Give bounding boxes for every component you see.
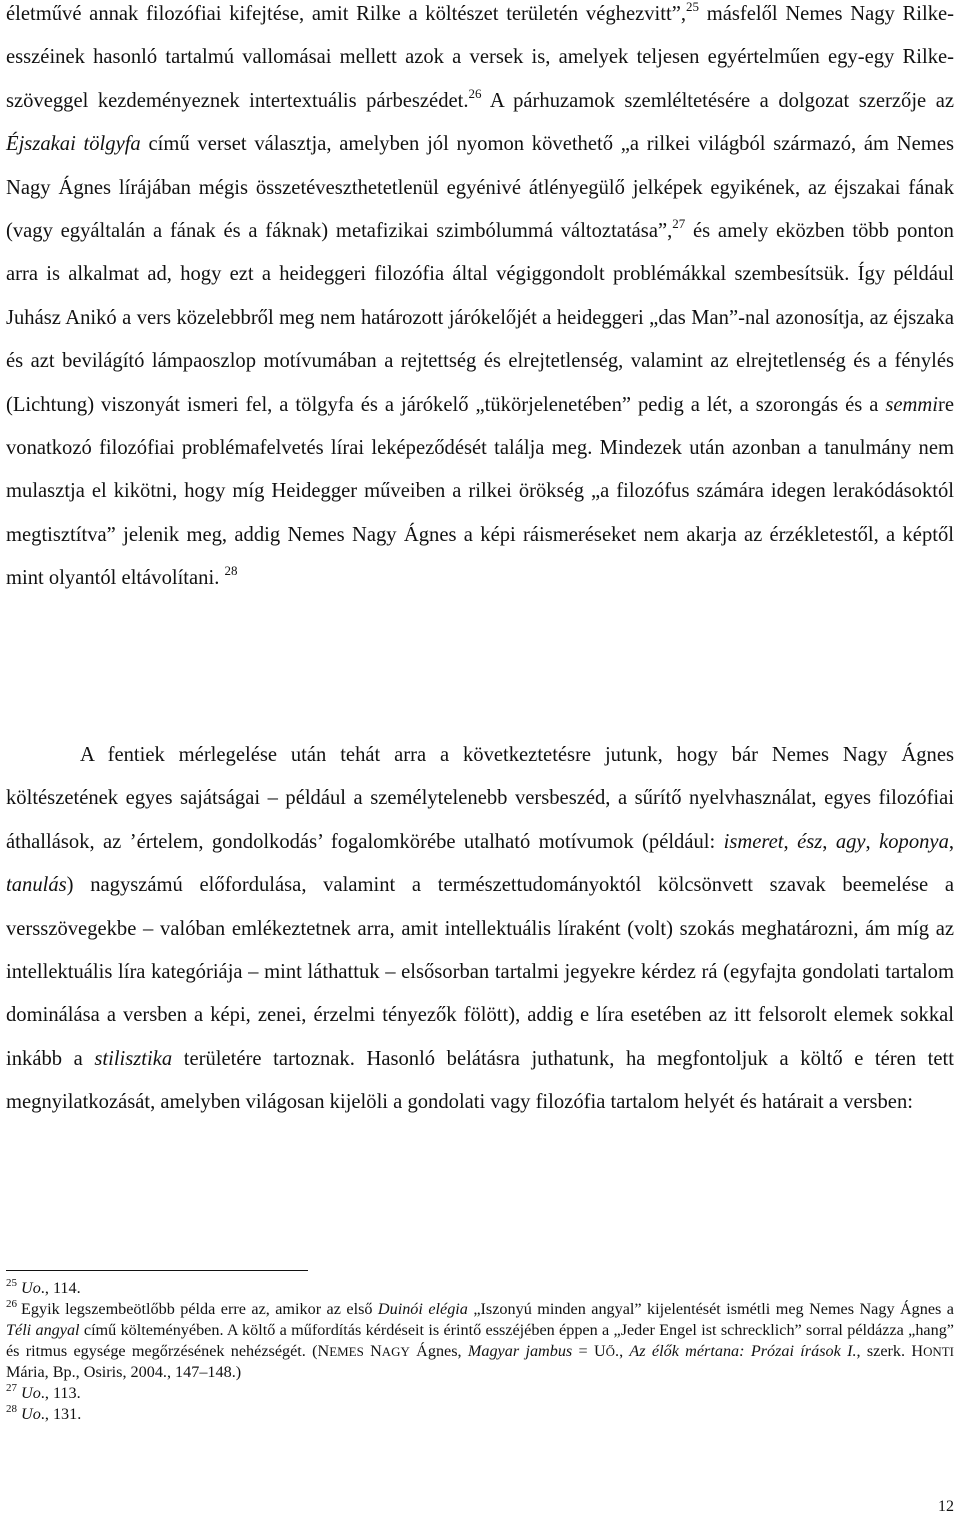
italic-run: tanulás [6,874,67,897]
text-run: „Iszonyú minden angyal” kijelentését ismétli meg Nemes Nagy Ágnes a [467,1300,954,1318]
italic-run: Téli angyal [6,1321,80,1339]
italic-run: Éjszakai tölgyfa [6,133,141,156]
footnote-marker: 26 [468,85,482,101]
footnote-marker: 27 [672,216,686,232]
footnote-26 [6,1299,954,1383]
italic-run: semmi [885,393,938,416]
italic-run: Az élők mértana: Prózai írások I. [629,1342,857,1360]
italic-run: Duinói elégia [377,1300,468,1318]
italic-run: koponya [879,830,949,853]
text-run: területére tartoznak. Hasonló belátásra juthatunk, ha megfontoljuk a költő e téren tett megnyilatkozását, amelyben világosan kijelöli a gondolati vagy filozófia tartalom helyét és határait a versben: [6,1047,954,1114]
text-run: és amely eközben több ponton arra is alkalmat ad, hogy ezt a heideggeri filozófia által végiggondolt problémákkal szembesítsük. Így például Juhász Anikó a vers közelebbről meg nem határozott járókelőjét a heideggeri „das Man”-nal azonosítja, az éjszaka és azt bevilágító lámpaoszlop motívumában a rejtettség és elrejtetlenség, valamint az elrejtetlenség és a fénylés (Lichtung) viszonyát ismeri fel, a tölgyfa és a járókelő „tükörjelenetében” pedig a lét, a szorongás és a [6,220,954,416]
footnote-marker: 27 [6,1382,17,1394]
footnote-marker: 25 [6,1277,17,1289]
text-run: = U [572,1342,606,1360]
text-run: , [822,830,836,853]
small-caps-run: Ő [605,1344,616,1359]
text-run: , [948,830,955,853]
footnote-separator [6,1270,308,1271]
text-run: ., 131. [40,1405,82,1423]
text-run: ., 113. [40,1384,81,1402]
footnote-27 [6,1383,954,1404]
text-run: , szerk. H [856,1342,924,1360]
small-caps-run: EMES [329,1344,364,1359]
italic-run: Uo [21,1405,41,1423]
text-run: re vonatkozó filozófiai problémafelvetés lírai leképeződését találja meg. Mindezek után azonban a tanulmány nem mulasztja el kikötni, hogy míg Heidegger műveiben a rilkei örökség „a filozófus számára idegen lerakódásoktól megtisztítva” jelenik meg, addig Nemes Nagy Ágnes a képi ráismeréseket nem akarja az érzékletestől, a képtől mint olyantól eltávolítani. [6,393,954,590]
footnote-marker: 25 [686,0,699,14]
text-run: , [865,830,880,853]
footnote-marker: 28 [224,563,238,579]
text-run: ) nagyszámú előfordulása, valamint a természettudományoktól kölcsönvett szavak beemelése a versszövegekbe – valóban emlékeztetnek arra, amit intellektuális líraként (volt) szokás meghatározni, ám míg az intellektuális líra kategóriája – mint láthattuk – elsősorban tartalmi jegyekre kérdez rá (egyfajta gondolati tartalom dominálása a versben a képi, zenei, érzelmi tényezők fölött), addig e líra esetében az itt felsorolt elemek sokkal inkább a [6,874,954,1070]
italic-run: ész [797,830,823,853]
text-run: másfelől Nemes Nagy Rilke-esszéinek hasonló tartalmú vallomásai mellett azok a versek is, amelyek teljesen egyértelműen egy-egy Rilke-szöveggel kezdeményeznek intertextuális párbeszédet. [6,3,954,112]
text-run: , [783,830,798,853]
text-run: ., 114. [40,1279,81,1297]
text-run: című költeményében. A költő a műfordítás kérdéseit is érintő esszéjében éppen a „Jeder Engel ist schrecklich” sorral példázza „hang” és ritmus egysége megőrzésének nehézségét. ( [6,1321,954,1360]
text-run: életművé annak filozófiai kifejtése, amit Rilke a költészet területén véghezvitt”, [6,3,686,25]
text-run: A fentiek mérlegelése után tehát arra a következtetésre jutunk, hogy bár Nemes Nagy Ágnes költészetének egyes sajátságai – például a személytelenebb versbeszéd, a sűrítő nyelvhasználat, egyes filozófiai áthallások, az ’értelem, gondolkodás’ fogalomkörébe utalható motívumok (például: [6,744,954,853]
italic-run: Uo [21,1384,41,1402]
footnote-28 [6,1404,954,1425]
body-paragraph-1 [6,0,954,601]
page-number: 12 [938,1498,954,1515]
body-paragraph-2 [6,734,954,1125]
text-run: N [317,1342,330,1360]
text-run: ., [615,1342,630,1360]
text-run: A párhuzamok szemléltetésére a dolgozat szerzője az [481,89,954,112]
small-caps-run: AGY [381,1344,410,1359]
text-run: Egyik legszembeötlőbb példa erre az, amikor az első [21,1300,378,1318]
italic-run: ismeret [723,830,784,853]
text-run: N [363,1342,382,1360]
text-run: Mária, Bp., Osiris, 2004., 147–148.) [6,1363,242,1381]
small-caps-run: ONTI [923,1344,954,1359]
text-run: című verset választja, amelyben jól nyomon követhető „a rilkei világból származó, ám Nemes Nagy Ágnes lírájában mégis összetéveszthetetlenül egyénivé átlényegülő jelképek egyikének, az éjszakai fának (vagy egyáltalán a fának és a fáknak) metafizikai szimbólummá változtatása”, [6,133,954,243]
footnote-marker: 26 [6,1298,17,1310]
footnote-25 [6,1278,954,1299]
italic-run: Magyar jambus [467,1342,573,1360]
footnotes [6,1278,954,1425]
italic-run: agy [835,830,866,853]
text-run: Ágnes, [409,1342,468,1360]
italic-run: stilisztika [94,1047,173,1070]
italic-run: Uo [21,1279,41,1297]
footnote-marker: 28 [6,1403,17,1415]
